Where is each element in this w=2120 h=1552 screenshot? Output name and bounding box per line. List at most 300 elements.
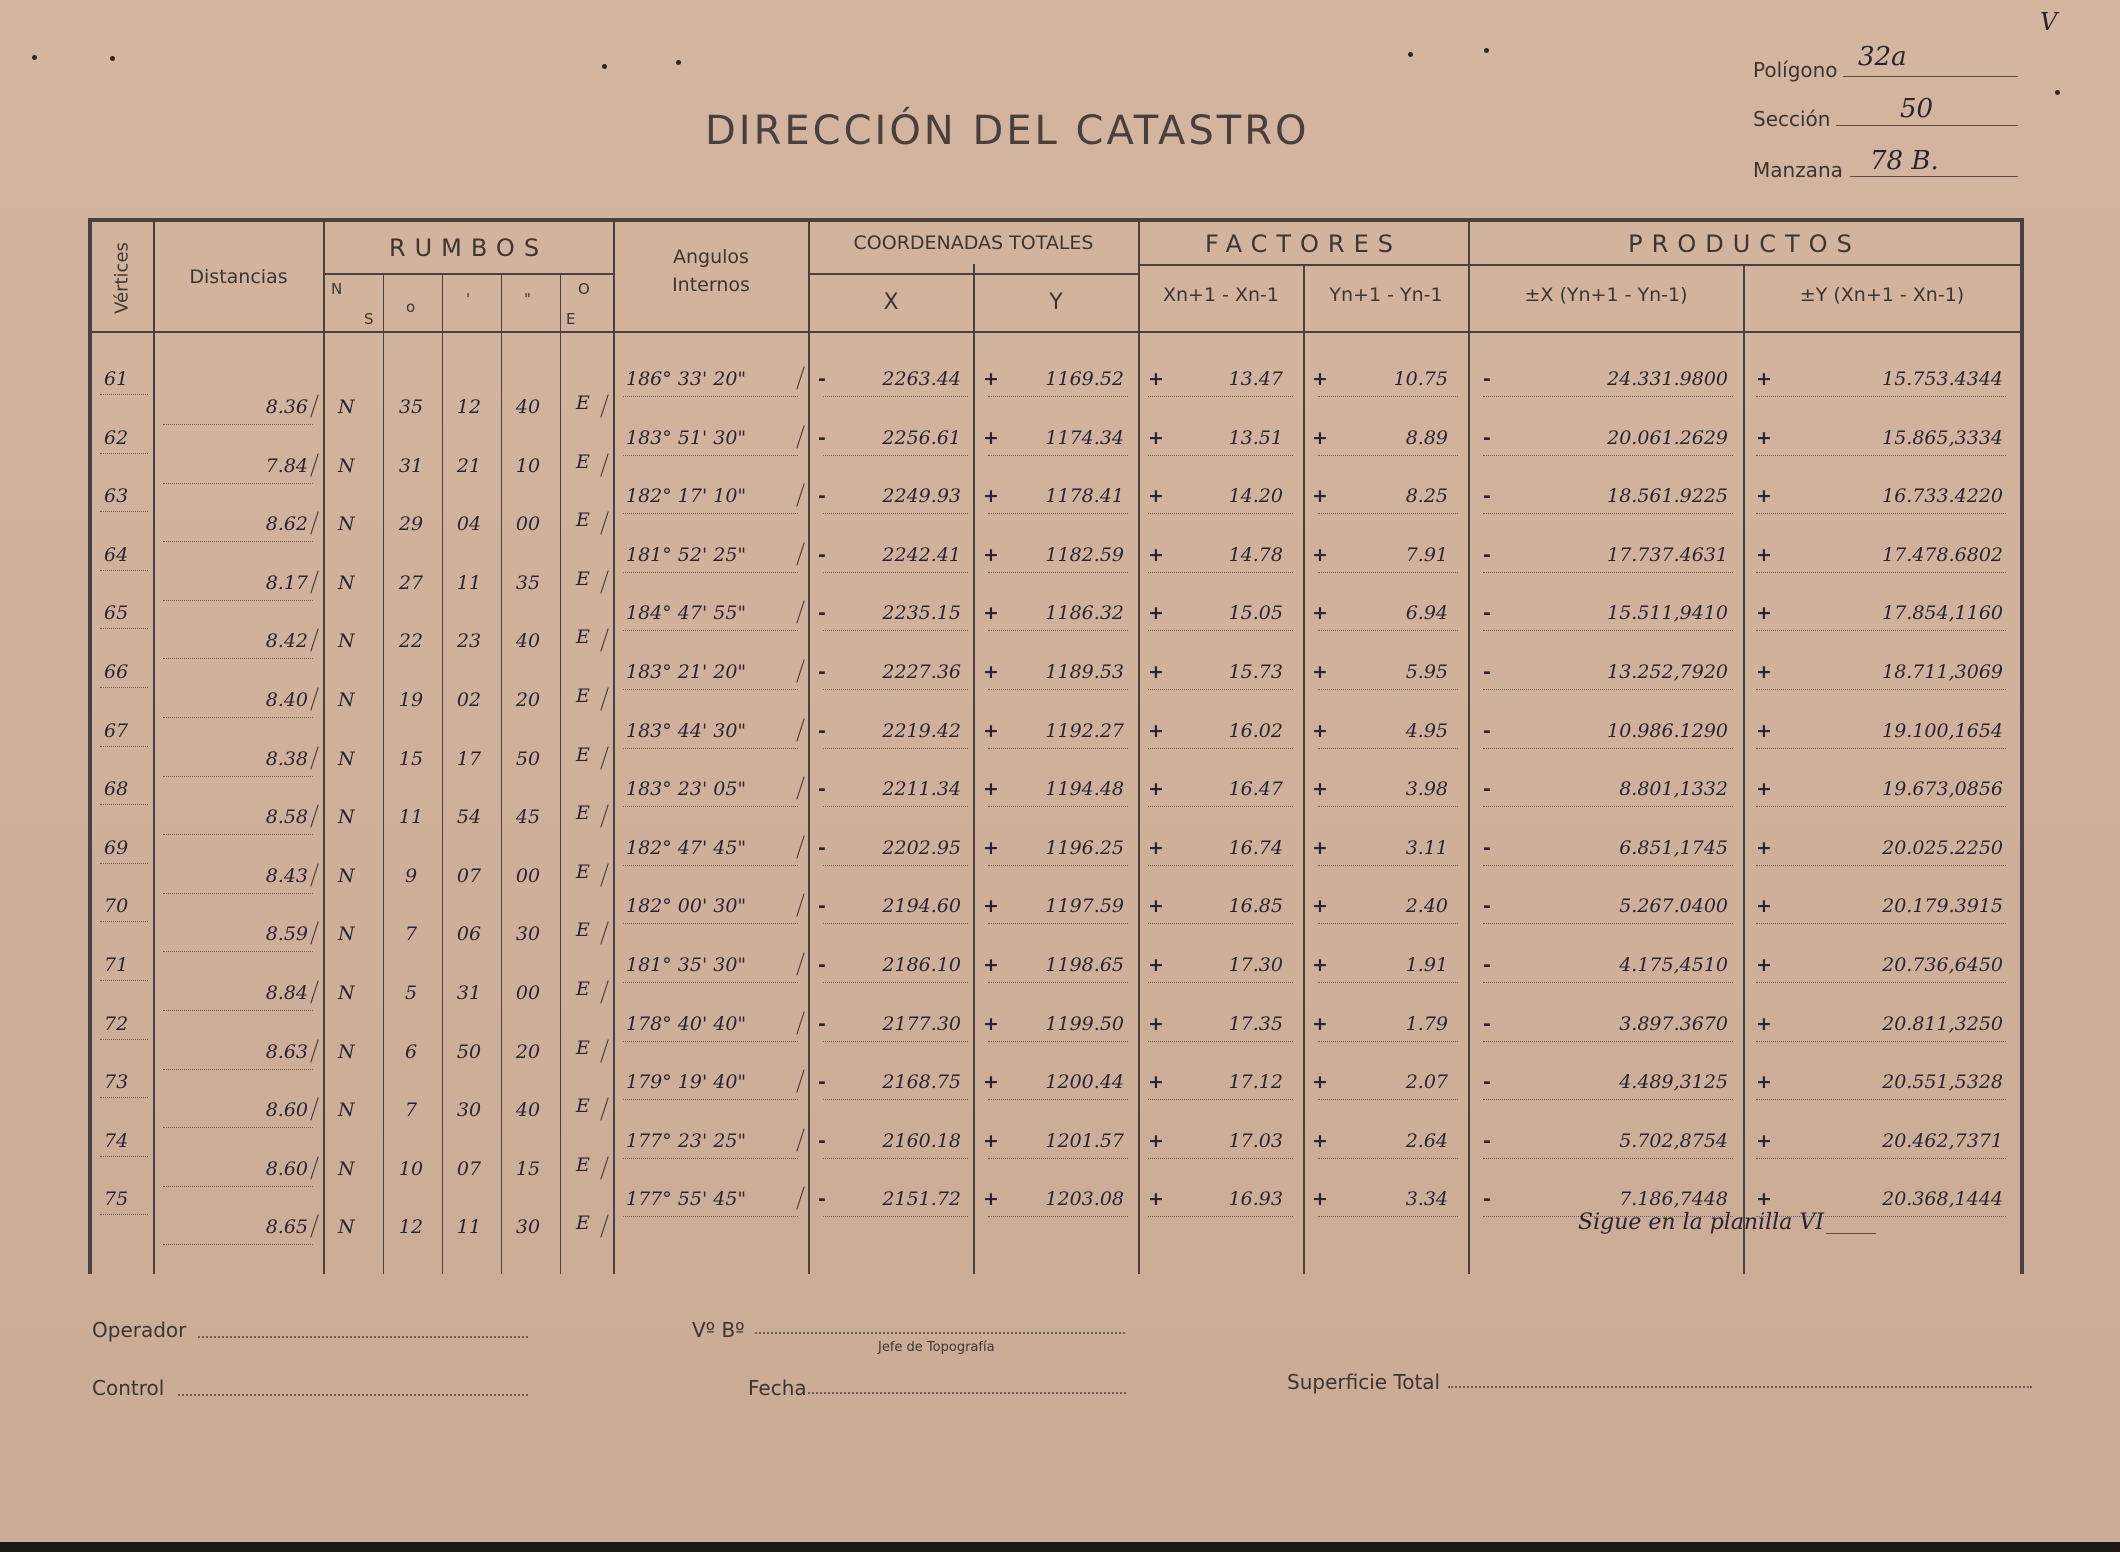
segment-distance: 8.36 (265, 396, 308, 418)
seccion-label: Sección (1753, 107, 1831, 131)
coord-y: 1174.34 (1045, 426, 1124, 449)
col-x-header: X (883, 290, 899, 315)
segment-seconds: 50 (515, 747, 541, 770)
internal-angle: 186° 33' 20" (626, 368, 747, 390)
y-sign: + (983, 1129, 999, 1152)
check-mark (310, 922, 318, 945)
check-mark (796, 952, 804, 975)
entry-line (1318, 1041, 1458, 1042)
entry-line (163, 424, 313, 425)
x-sign: - (818, 485, 826, 508)
check-mark (600, 805, 608, 828)
entry-line (623, 865, 798, 866)
segment-ew: E (576, 450, 590, 473)
segment-degrees: 22 (398, 630, 424, 653)
factor-y-sign: + (1312, 778, 1328, 801)
factor-y-sign: + (1312, 836, 1328, 859)
segment-minutes: 30 (456, 1099, 482, 1122)
segment-seconds: 00 (515, 513, 541, 536)
check-mark (600, 1098, 608, 1121)
x-sign: - (818, 368, 826, 390)
entry-line (163, 951, 313, 952)
x-sign: - (818, 1188, 826, 1211)
y-sign: + (983, 602, 999, 625)
manzana-line (1850, 176, 2018, 177)
product-y-sign: + (1756, 368, 1772, 390)
segment-ns: N (338, 396, 355, 418)
entry-line (100, 863, 148, 864)
fecha-label: Fecha (748, 1376, 807, 1400)
col-factor-y-header: Yn+1 - Yn-1 (1329, 284, 1443, 306)
entry-line (1756, 982, 2006, 983)
product-x-sign: - (1483, 954, 1491, 976)
entry-line (1318, 865, 1458, 866)
entry-line (1318, 572, 1458, 573)
factor-x: 16.74 (1228, 836, 1283, 859)
rumbos-sub-e: E (566, 310, 576, 328)
x-sign: - (818, 543, 826, 566)
entry-line (823, 513, 968, 514)
operador-line (198, 1336, 528, 1338)
entry-line (623, 572, 798, 573)
check-mark (310, 512, 318, 535)
product-x: 4.175,4510 (1619, 954, 1728, 976)
page-title: DIRECCIÓN DEL CATASTRO (705, 108, 1310, 154)
coord-y: 1197.59 (1045, 895, 1124, 918)
seccion-line (1836, 125, 2018, 126)
product-x: 20.061.2629 (1607, 426, 1728, 449)
coord-y: 1203.08 (1045, 1188, 1124, 1211)
factor-x-sign: + (1148, 1071, 1164, 1094)
internal-angle: 182° 17' 10" (626, 485, 747, 508)
x-sign: - (818, 1071, 826, 1094)
entry-line (823, 1099, 968, 1100)
entry-line (1756, 396, 2006, 397)
factor-x-sign: + (1148, 368, 1164, 390)
segment-minutes: 07 (456, 864, 482, 887)
control-line (178, 1394, 528, 1396)
segment-seconds: 20 (515, 1040, 541, 1063)
product-y-sign: + (1756, 836, 1772, 859)
product-y-sign: + (1756, 1129, 1772, 1152)
check-mark (600, 629, 608, 652)
check-mark (796, 659, 804, 682)
segment-minutes: 21 (456, 454, 482, 477)
factor-x-sign: + (1148, 895, 1164, 918)
internal-angle: 181° 35' 30" (626, 954, 747, 976)
segment-ew: E (576, 509, 590, 532)
x-sign: - (818, 836, 826, 859)
coord-x: 2249.93 (882, 485, 961, 508)
entry-line (163, 717, 313, 718)
factor-x: 15.05 (1228, 602, 1283, 625)
check-mark (310, 863, 318, 886)
entry-line (623, 1158, 798, 1159)
segment-ew: E (576, 1212, 590, 1235)
segment-distance: 8.17 (265, 571, 308, 594)
entry-line (1756, 572, 2006, 573)
y-sign: + (983, 895, 999, 918)
product-x-sign: - (1483, 1188, 1491, 1211)
product-y-sign: + (1756, 895, 1772, 918)
entry-line (100, 394, 148, 395)
entry-line (1483, 572, 1733, 573)
check-mark (310, 746, 318, 769)
product-x: 15.511,9410 (1607, 602, 1728, 625)
check-mark (310, 394, 318, 417)
entry-line (163, 658, 313, 659)
internal-angle: 184° 47' 55" (626, 602, 747, 625)
coord-x: 2227.36 (882, 661, 961, 683)
entry-line (1483, 689, 1733, 690)
x-sign: - (818, 1012, 826, 1035)
entry-line (823, 982, 968, 983)
entry-line (1148, 1041, 1293, 1042)
y-sign: + (983, 368, 999, 390)
factor-x: 17.12 (1228, 1071, 1283, 1094)
segment-seconds: 40 (515, 1099, 541, 1122)
entry-line (1318, 630, 1458, 631)
factor-x-sign: + (1148, 954, 1164, 976)
entry-line (1148, 923, 1293, 924)
y-sign: + (983, 954, 999, 976)
coord-y: 1169.52 (1045, 368, 1124, 390)
factor-y: 1.91 (1405, 954, 1448, 976)
paper-speck (676, 60, 681, 65)
entry-line (988, 1099, 1128, 1100)
entry-line (1756, 630, 2006, 631)
check-mark (310, 1156, 318, 1179)
poligono-label: Polígono (1753, 58, 1838, 82)
continuation-underline (1826, 1233, 1876, 1234)
col-angulos-header-1: Angulos (673, 246, 749, 268)
y-sign: + (983, 778, 999, 801)
vertex-id: 61 (104, 368, 129, 390)
segment-ns: N (338, 513, 355, 536)
vertex-id: 65 (104, 602, 129, 625)
segment-distance: 8.40 (265, 689, 308, 711)
product-x-sign: - (1483, 1071, 1491, 1094)
product-y: 20.462,7371 (1882, 1129, 2003, 1152)
segment-degrees: 35 (398, 396, 424, 418)
y-sign: + (983, 485, 999, 508)
entry-line (100, 570, 148, 571)
internal-angle: 183° 44' 30" (626, 719, 747, 742)
check-mark (796, 1187, 804, 1210)
product-x: 17.737.4631 (1607, 543, 1728, 566)
entry-line (1148, 1158, 1293, 1159)
segment-distance: 8.63 (265, 1040, 308, 1063)
entry-line (1318, 923, 1458, 924)
segment-distance: 8.58 (265, 806, 308, 829)
product-y-sign: + (1756, 485, 1772, 508)
factor-y-sign: + (1312, 895, 1328, 918)
factor-x: 14.78 (1228, 543, 1283, 566)
factor-y-sign: + (1312, 1012, 1328, 1035)
segment-ew: E (576, 919, 590, 942)
col-distancias-header: Distancias (189, 266, 288, 288)
segment-degrees: 6 (404, 1040, 418, 1063)
entry-line (1483, 923, 1733, 924)
product-y-sign: + (1756, 778, 1772, 801)
check-mark (310, 1098, 318, 1121)
x-sign: - (818, 778, 826, 801)
entry-line (623, 689, 798, 690)
segment-degrees: 19 (398, 689, 424, 711)
factor-y-sign: + (1312, 368, 1328, 390)
x-sign: - (818, 661, 826, 683)
factor-y: 2.64 (1405, 1129, 1448, 1152)
entry-line (1318, 396, 1458, 397)
check-mark (600, 1156, 608, 1179)
rumbos-sub-segundos: " (524, 290, 531, 308)
entry-line (823, 1158, 968, 1159)
rumbos-sub-minutos: ' (466, 290, 471, 308)
product-y-sign: + (1756, 661, 1772, 683)
vertex-id: 66 (104, 661, 129, 683)
segment-ew: E (576, 626, 590, 649)
factor-y-sign: + (1312, 954, 1328, 976)
entry-line (1318, 1099, 1458, 1100)
product-y: 15.865,3334 (1882, 426, 2003, 449)
factor-y: 6.94 (1405, 602, 1448, 625)
segment-degrees: 12 (398, 1216, 424, 1239)
entry-line (823, 455, 968, 456)
segment-minutes: 17 (456, 747, 482, 770)
coord-y: 1200.44 (1045, 1071, 1124, 1094)
segment-ns: N (338, 630, 355, 653)
segment-degrees: 29 (398, 513, 424, 536)
product-x: 7.186,7448 (1619, 1188, 1728, 1211)
jefe-topografia-label: Jefe de Topografía (878, 1340, 995, 1355)
entry-line (1318, 1158, 1458, 1159)
segment-degrees: 9 (404, 864, 418, 887)
col-producto-x-header: ±X (Yn+1 - Yn-1) (1524, 284, 1688, 306)
vertex-id: 64 (104, 543, 129, 566)
product-x: 8.801,1332 (1619, 778, 1728, 801)
segment-degrees: 5 (404, 982, 418, 1004)
entry-line (163, 1186, 313, 1187)
segment-minutes: 07 (456, 1157, 482, 1180)
factor-y: 3.98 (1405, 778, 1448, 801)
entry-line (623, 396, 798, 397)
check-mark (310, 805, 318, 828)
check-mark (796, 484, 804, 507)
factor-y: 3.34 (1405, 1188, 1448, 1211)
segment-ns: N (338, 747, 355, 770)
entry-line (1756, 806, 2006, 807)
check-mark (600, 1215, 608, 1238)
factor-x-sign: + (1148, 1012, 1164, 1035)
check-mark (600, 863, 608, 886)
factor-y-sign: + (1312, 1071, 1328, 1094)
product-y-sign: + (1756, 719, 1772, 742)
entry-line (100, 1097, 148, 1098)
segment-seconds: 40 (515, 630, 541, 653)
paper-speck (2055, 90, 2060, 95)
col-vertices-header: Vértices (111, 242, 133, 314)
entry-line (988, 572, 1128, 573)
segment-seconds: 00 (515, 864, 541, 887)
x-sign: - (818, 895, 826, 918)
entry-line (100, 453, 148, 454)
factor-x: 17.30 (1228, 954, 1283, 976)
entry-line (823, 865, 968, 866)
segment-distance: 8.60 (265, 1157, 308, 1180)
internal-angle: 183° 21' 20" (626, 661, 747, 683)
y-sign: + (983, 426, 999, 449)
segment-ns: N (338, 1157, 355, 1180)
product-y: 19.100,1654 (1882, 719, 2003, 742)
segment-seconds: 10 (515, 454, 541, 477)
entry-line (163, 1244, 313, 1245)
segment-distance: 7.84 (265, 454, 308, 477)
segment-ew: E (576, 1036, 590, 1059)
vertex-id: 75 (104, 1188, 129, 1211)
entry-line (988, 689, 1128, 690)
product-y-sign: + (1756, 954, 1772, 976)
segment-seconds: 45 (515, 806, 541, 829)
factor-y-sign: + (1312, 426, 1328, 449)
product-x: 5.267.0400 (1619, 895, 1728, 918)
segment-minutes: 50 (456, 1040, 482, 1063)
coord-y: 1201.57 (1045, 1129, 1124, 1152)
factor-y: 10.75 (1393, 368, 1448, 390)
coord-x: 2219.42 (882, 719, 961, 742)
factor-y: 1.79 (1405, 1012, 1448, 1035)
entry-line (1148, 689, 1293, 690)
segment-ew: E (576, 685, 590, 707)
factor-x: 13.51 (1228, 426, 1283, 449)
segment-seconds: 35 (515, 571, 541, 594)
vertex-id: 69 (104, 836, 129, 859)
product-x: 4.489,3125 (1619, 1071, 1728, 1094)
entry-line (1756, 748, 2006, 749)
col-factor-x-header: Xn+1 - Xn-1 (1162, 284, 1279, 306)
check-mark (310, 570, 318, 593)
seccion-value: 50 (1900, 94, 1934, 124)
paper-speck (1408, 52, 1413, 57)
paper-speck (32, 55, 37, 60)
rumbos-sub-grados: o (406, 298, 416, 316)
col-y-header: Y (1049, 290, 1063, 315)
coord-y: 1199.50 (1045, 1012, 1124, 1035)
entry-line (1483, 1158, 1733, 1159)
product-y: 20.811,3250 (1882, 1012, 2003, 1035)
segment-ns: N (338, 689, 355, 711)
entry-line (823, 748, 968, 749)
entry-line (988, 865, 1128, 866)
product-y: 20.368,1444 (1882, 1188, 2003, 1211)
segment-ew: E (576, 978, 590, 1000)
product-y: 20.736,6450 (1882, 954, 2003, 976)
check-mark (600, 922, 608, 945)
y-sign: + (983, 661, 999, 683)
check-mark (310, 980, 318, 1003)
product-x-sign: - (1483, 602, 1491, 625)
factor-y-sign: + (1312, 661, 1328, 683)
factor-y-sign: + (1312, 1188, 1328, 1211)
factor-y-sign: + (1312, 485, 1328, 508)
entry-line (1318, 689, 1458, 690)
segment-distance: 8.62 (265, 513, 308, 536)
product-x: 18.561.9225 (1607, 485, 1728, 508)
superficie-label: Superficie Total (1287, 1370, 1441, 1394)
product-x-sign: - (1483, 895, 1491, 918)
segment-distance: 8.60 (265, 1099, 308, 1122)
check-mark (310, 1039, 318, 1062)
product-x-sign: - (1483, 661, 1491, 683)
vertex-id: 72 (104, 1012, 129, 1035)
entry-line (1148, 630, 1293, 631)
y-sign: + (983, 836, 999, 859)
check-mark (600, 570, 608, 593)
factor-x-sign: + (1148, 426, 1164, 449)
entry-line (1756, 865, 2006, 866)
product-y: 20.025.2250 (1882, 836, 2003, 859)
entry-line (988, 513, 1128, 514)
product-x-sign: - (1483, 1129, 1491, 1152)
entry-line (988, 630, 1128, 631)
product-x: 24.331.9800 (1607, 368, 1728, 390)
entry-line (823, 923, 968, 924)
coord-x: 2242.41 (882, 543, 961, 566)
coord-x: 2168.75 (882, 1071, 961, 1094)
product-y: 19.673,0856 (1882, 778, 2003, 801)
entry-line (100, 980, 148, 981)
rumbos-sub-s: S (364, 310, 374, 328)
entry-line (100, 511, 148, 512)
segment-ns: N (338, 864, 355, 887)
check-mark (796, 542, 804, 565)
factor-y: 8.89 (1405, 426, 1448, 449)
coord-x: 2256.61 (882, 426, 961, 449)
y-sign: + (983, 543, 999, 566)
entry-line (100, 921, 148, 922)
coord-y: 1194.48 (1045, 778, 1124, 801)
product-x-sign: - (1483, 778, 1491, 801)
segment-ns: N (338, 982, 355, 1004)
factor-y: 3.11 (1405, 836, 1448, 859)
entry-line (1483, 865, 1733, 866)
entry-line (1318, 748, 1458, 749)
product-x-sign: - (1483, 543, 1491, 566)
segment-minutes: 11 (456, 571, 482, 594)
entry-line (1756, 1158, 2006, 1159)
paper-speck (1484, 48, 1489, 53)
product-y: 20.551,5328 (1882, 1071, 2003, 1094)
segment-ew: E (576, 1153, 590, 1176)
entry-line (623, 513, 798, 514)
product-x-sign: - (1483, 836, 1491, 859)
col-rumbos-header: RUMBOS (388, 234, 549, 262)
entry-line (1483, 806, 1733, 807)
factor-x: 16.02 (1228, 719, 1283, 742)
entry-line (1148, 1216, 1293, 1217)
product-x-sign: - (1483, 719, 1491, 742)
check-mark (796, 718, 804, 741)
check-mark (600, 394, 608, 417)
segment-minutes: 54 (456, 806, 482, 829)
entry-line (1318, 806, 1458, 807)
product-y-sign: + (1756, 1188, 1772, 1211)
segment-ew: E (576, 567, 590, 590)
entry-line (988, 1041, 1128, 1042)
check-mark (600, 687, 608, 710)
entry-line (1483, 513, 1733, 514)
product-x: 10.986.1290 (1607, 719, 1728, 742)
segment-minutes: 23 (456, 630, 482, 653)
